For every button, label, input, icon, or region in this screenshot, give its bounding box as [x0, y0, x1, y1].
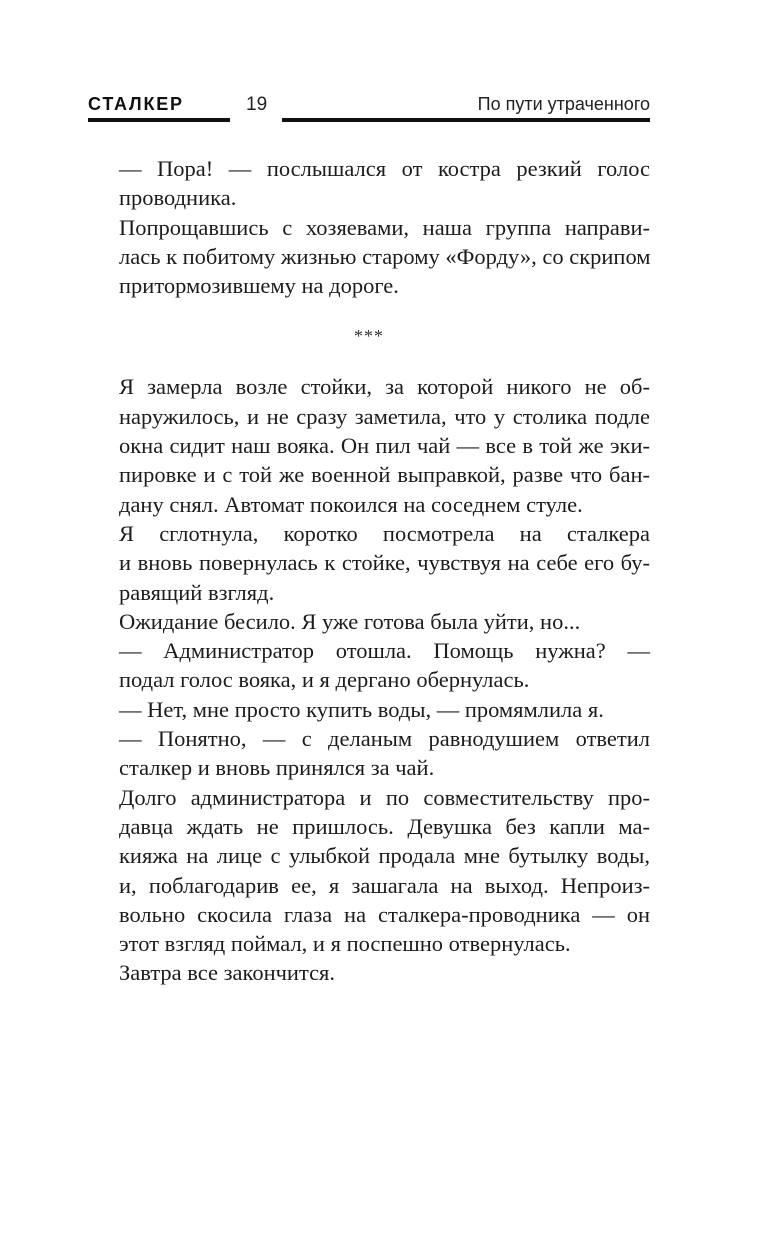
- paragraph: [88, 724, 650, 783]
- series-title: СТАЛКЕР: [88, 94, 184, 114]
- text-line: окна сидит наш вояка. Он пил чай — все в той же эки-: [119, 433, 650, 459]
- paragraph: [88, 372, 650, 518]
- paragraph: [88, 636, 650, 695]
- page-number: 19: [246, 94, 268, 115]
- text-line: притормозившему на дороге.: [119, 273, 399, 299]
- text-line: лась к побитому жизнью старому «Форду», со скрипом: [119, 243, 651, 269]
- paragraph: [88, 958, 650, 987]
- text-line: — Понятно, — с деланым равнодушием ответил: [119, 726, 650, 752]
- running-header: [88, 92, 650, 124]
- paragraph: [88, 783, 650, 959]
- text-line: пировке и с той же военной выправкой, разве что бан-: [119, 462, 650, 488]
- header-rule-right: [282, 118, 650, 122]
- text-line: — Администратор отошла. Помощь нужна? —: [119, 638, 650, 664]
- text-line: и, поблагодарив ее, я зашагала на выход. Непроиз-: [119, 872, 650, 898]
- paragraph: [88, 607, 650, 636]
- text-line: Завтра все закончится.: [119, 960, 336, 986]
- text-line: дану снял. Автомат покоился на соседнем стуле.: [119, 491, 583, 517]
- text-line: Попрощавшись с хозяевами, наша группа направи-: [119, 214, 650, 240]
- text-line: подал голос вояка, и я дергано обернулась.: [119, 667, 530, 693]
- text-line: Я замерла возле стойки, за которой никого не об-: [119, 374, 650, 400]
- paragraph: [88, 213, 650, 301]
- text-line: — Нет, мне просто купить воды, — промямлила я.: [119, 696, 604, 722]
- text-line: кияжа на лице с улыбкой продала мне бутылку воды,: [119, 843, 650, 869]
- text-line: и вновь повернулась к стойке, чувствуя на себе его бу-: [119, 550, 650, 576]
- text-line: Я сглотнула, коротко посмотрела на сталкера: [119, 520, 650, 546]
- book-title: По пути утраченного: [477, 94, 650, 114]
- text-line: давца ждать не пришлось. Девушка без капли ма-: [119, 813, 650, 839]
- text-line: сталкер и вновь принялся за чай.: [119, 755, 435, 781]
- text-line: этот взгляд поймал, и я поспешно отвернулась.: [119, 931, 571, 957]
- paragraph: [88, 154, 650, 213]
- text-line: Долго администратора и по совместительству про-: [119, 784, 650, 810]
- text-line: наружилось, и не сразу заметила, что у столика подле: [119, 403, 650, 429]
- text-line: проводника.: [119, 185, 237, 211]
- text-line: вольно скосила глаза на сталкера-проводника — он: [119, 901, 650, 927]
- paragraph: [88, 695, 650, 724]
- text-line: — Пора! — послышался от костра резкий голос: [119, 156, 650, 181]
- text-line: Ожидание бесило. Я уже готова была уйти, но...: [119, 608, 581, 634]
- body-text: [88, 154, 650, 988]
- header-rule-left: [88, 118, 230, 122]
- section-separator: ***: [354, 326, 384, 347]
- paragraph: [88, 519, 650, 607]
- text-line: равящий взгляд.: [119, 579, 275, 605]
